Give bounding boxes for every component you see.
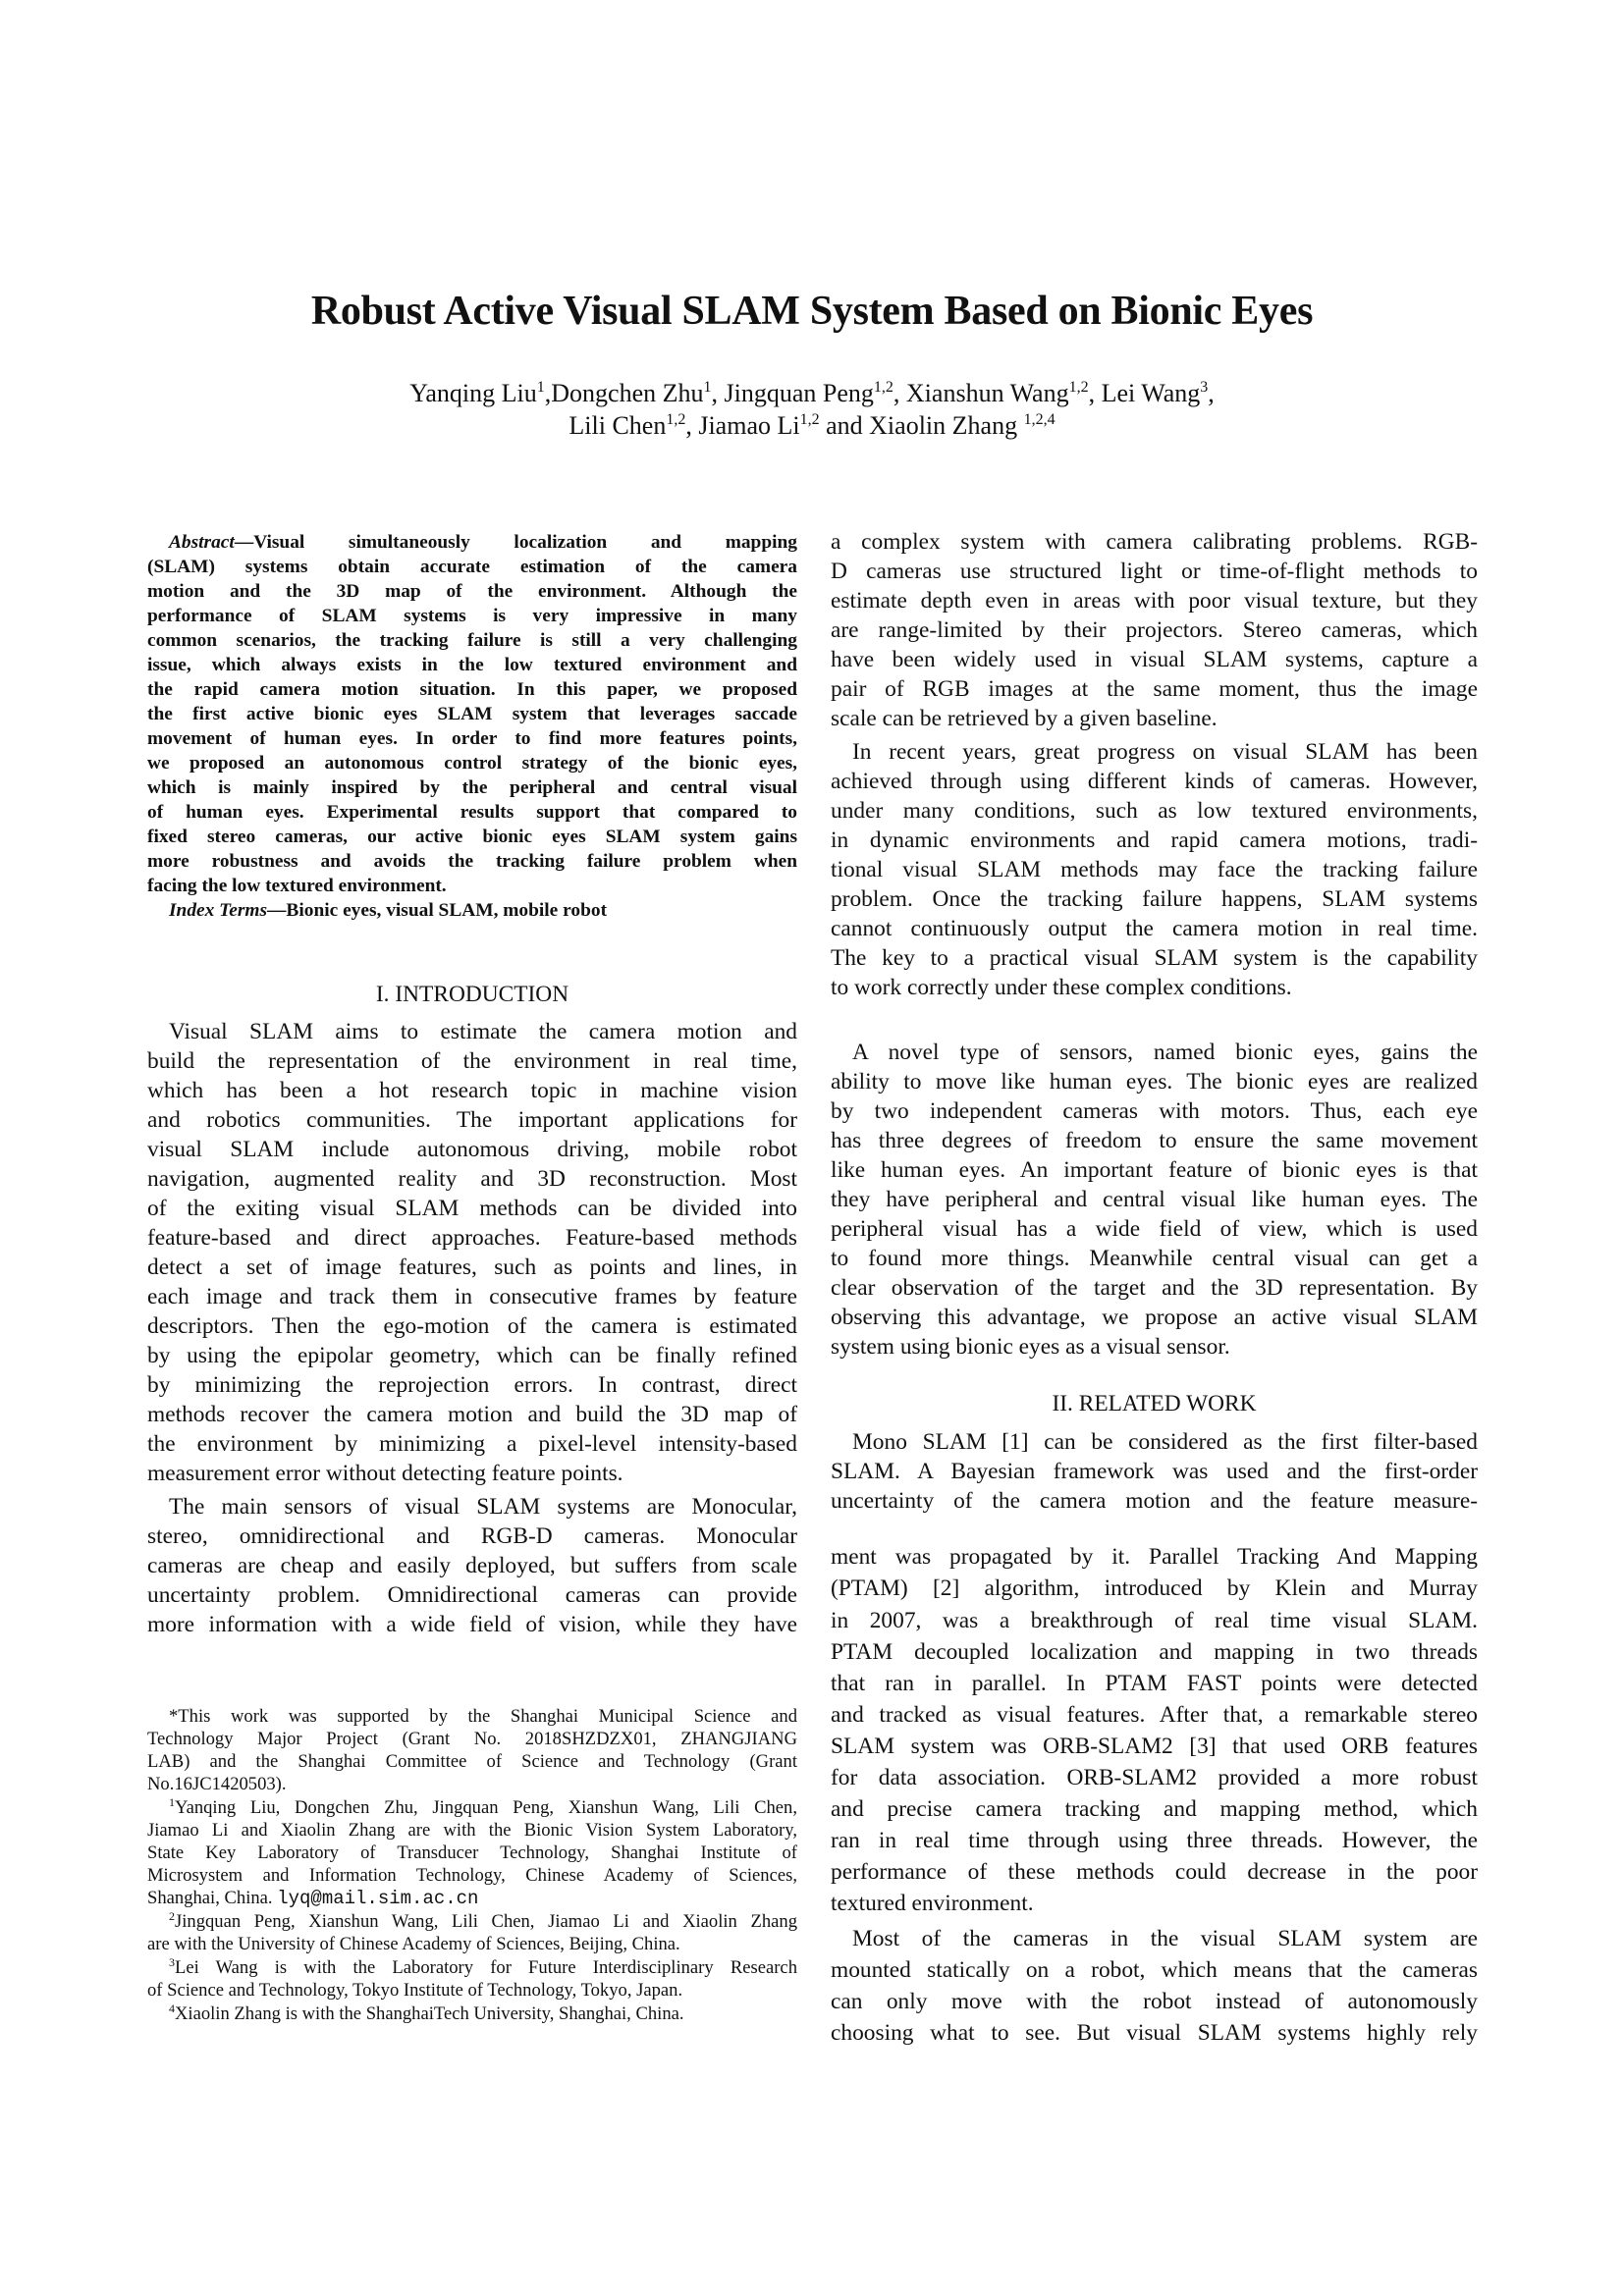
- body-line: tional visual SLAM methods may face the tracking failure: [831, 857, 1478, 882]
- body-line: estimate depth even in areas with poor visual texture, but they: [831, 588, 1478, 614]
- body-line: textured environment.: [831, 1891, 1034, 1916]
- paper-title: Robust Active Visual SLAM System Based on Bionic Eyes: [310, 289, 1314, 334]
- footnote-marker: 2: [169, 1909, 175, 1923]
- body-line: measurement error without detecting feature points.: [147, 1461, 623, 1486]
- abstract-line: issue, which always exists in the low textured environment and: [147, 655, 797, 675]
- author-affiliation-sup: 1,2: [666, 411, 686, 428]
- author-affiliation-sup: 1,2: [799, 411, 820, 428]
- body-line: detect a set of image features, such as points and lines, in: [147, 1255, 797, 1280]
- body-line: to work correctly under these complex conditions.: [831, 975, 1292, 1000]
- author-separator: ,: [893, 379, 906, 407]
- abstract-text: Visual simultaneously localization and mapping: [253, 532, 797, 553]
- body-line: achieved through using different kinds of cameras. However,: [831, 769, 1478, 794]
- body-line: SLAM system was ORB-SLAM2 [3] that used ORB features: [831, 1734, 1478, 1759]
- body-line: and precise camera tracking and mapping method, which: [831, 1796, 1478, 1822]
- author-line-2: [0, 409, 1624, 442]
- body-line: (PTAM) [2] algorithm, introduced by Klein and Murray: [831, 1575, 1478, 1601]
- body-line: and tracked as visual features. After that, a remarkable stereo: [831, 1702, 1478, 1728]
- body-line: The key to a practical visual SLAM system is the capability: [831, 945, 1478, 971]
- footnote-line: of Science and Technology, Tokyo Institute of Technology, Tokyo, Japan.: [147, 1980, 683, 2001]
- abstract-line: fixed stereo cameras, our active bionic eyes SLAM system gains: [147, 827, 797, 847]
- footnote-marker: 4: [169, 2002, 175, 2015]
- body-line: by two independent cameras with motors. Thus, each eye: [831, 1098, 1478, 1124]
- body-line: observing this advantage, we propose an active visual SLAM: [831, 1305, 1478, 1330]
- body-line: peripheral visual has a wide field of view, which is used: [831, 1216, 1478, 1242]
- author-name: Lei Wang: [1101, 379, 1201, 407]
- footnote-text: Yanqing Liu, Dongchen Zhu, Jingquan Peng, Xianshun Wang, Lili Chen,: [175, 1797, 797, 1818]
- body-line: ment was propagated by it. Parallel Tracking And Mapping: [831, 1544, 1478, 1570]
- footnote-line: No.16JC1420503).: [147, 1774, 287, 1794]
- body-line: Most of the cameras in the visual SLAM system are: [852, 1926, 1478, 1951]
- body-line: clear observation of the target and the 3D representation. By: [831, 1275, 1478, 1301]
- body-line: they have peripheral and central visual like human eyes. The: [831, 1187, 1478, 1212]
- body-line: a complex system with camera calibrating problems. RGB-: [831, 529, 1478, 555]
- footnote-line: LAB) and the Shanghai Committee of Science and Technology (Grant: [147, 1751, 797, 1772]
- footnote-line: Technology Major Project (Grant No. 2018SHZDZX01, ZHANGJIANG: [147, 1729, 797, 1749]
- footnote-line: [147, 2002, 797, 2026]
- body-line: system using bionic eyes as a visual sensor.: [831, 1334, 1230, 1360]
- body-line: D cameras use structured light or time-of-flight methods to: [831, 559, 1478, 584]
- abstract-line: which is mainly inspired by the peripheral and central visual: [147, 777, 797, 798]
- body-line: by minimizing the reprojection errors. In contrast, direct: [147, 1372, 797, 1398]
- abstract-line: facing the low textured environment.: [147, 876, 447, 896]
- index-terms-dash: —: [267, 900, 287, 921]
- footnote-text: Jingquan Peng, Xianshun Wang, Lili Chen, Jiamao Li and Xiaolin Zhang: [175, 1911, 797, 1932]
- author-separator: ,: [711, 379, 725, 407]
- abstract-line: of human eyes. Experimental results support that compared to: [147, 802, 797, 823]
- author-line-1: [0, 377, 1624, 409]
- footnote-line: [147, 1796, 797, 1820]
- body-line: which has been a hot research topic in machine vision: [147, 1078, 797, 1103]
- footnote-line: *This work was supported by the Shanghai Municipal Science and: [169, 1706, 797, 1727]
- footnote-line: [147, 1887, 797, 1911]
- body-line: in dynamic environments and rapid camera motions, tradi-: [831, 828, 1478, 853]
- body-line: pair of RGB images at the same moment, thus the image: [831, 676, 1478, 702]
- body-line: problem. Once the tracking failure happens, SLAM systems: [831, 886, 1478, 912]
- body-line: scale can be retrieved by a given baseline.: [831, 706, 1218, 731]
- body-line: ability to move like human eyes. The bionic eyes are realized: [831, 1069, 1478, 1095]
- author-affiliation-sup: 3: [1200, 379, 1209, 396]
- footnote-text: Shanghai, China.: [147, 1888, 278, 1908]
- body-line: visual SLAM include autonomous driving, mobile robot: [147, 1137, 797, 1162]
- body-line: uncertainty of the camera motion and the feature measure-: [831, 1488, 1478, 1514]
- index-terms-label: Index Terms: [169, 900, 268, 921]
- body-line: has three degrees of freedom to ensure the same movement: [831, 1128, 1478, 1153]
- body-line: methods recover the camera motion and build the 3D map of: [147, 1402, 797, 1427]
- body-line: mounted statically on a robot, which means that the cameras: [831, 1957, 1478, 1983]
- body-line: choosing what to see. But visual SLAM systems highly rely: [831, 2020, 1478, 2046]
- author-name: Xiaolin Zhang: [869, 411, 1024, 440]
- body-line: Mono SLAM [1] can be considered as the first filter-based: [852, 1429, 1478, 1455]
- author-affiliation-sup: 1,2: [1068, 379, 1089, 396]
- footnote-marker: 1: [169, 1795, 175, 1809]
- body-line: build the representation of the environment in real time,: [147, 1048, 797, 1074]
- body-line: A novel type of sensors, named bionic eyes, gains the: [852, 1040, 1478, 1065]
- abstract-line: performance of SLAM systems is very impressive in many: [147, 606, 797, 626]
- author-separator: ,: [1208, 379, 1215, 407]
- body-line: navigation, augmented reality and 3D reconstruction. Most: [147, 1166, 797, 1192]
- author-affiliation-sup: 1,2,4: [1023, 411, 1056, 428]
- author-separator: ,: [1088, 379, 1102, 407]
- abstract-line: motion and the 3D map of the environment. Although the: [147, 581, 797, 602]
- footnote-marker: 3: [169, 1955, 175, 1969]
- author-separator: ,: [685, 411, 699, 440]
- abstract-line: [147, 530, 797, 555]
- body-line: Visual SLAM aims to estimate the camera motion and: [169, 1019, 797, 1044]
- body-line: SLAM. A Bayesian framework was used and the first-order: [831, 1459, 1478, 1484]
- index-terms-text: Bionic eyes, visual SLAM, mobile robot: [286, 900, 608, 921]
- email-link[interactable]: lyq@mail.sim.ac.cn: [277, 1888, 479, 1909]
- body-line: can only move with the robot instead of autonomously: [831, 1989, 1478, 2014]
- body-line: of the exiting visual SLAM methods can be divided into: [147, 1196, 797, 1221]
- body-line: descriptors. Then the ego-motion of the camera is estimated: [147, 1313, 797, 1339]
- author-name: Jingquan Peng: [724, 379, 874, 407]
- abstract-line: movement of human eyes. In order to find more features points,: [147, 728, 797, 749]
- body-line: PTAM decoupled localization and mapping in two threads: [831, 1639, 1478, 1665]
- body-line: in 2007, was a breakthrough of real time visual SLAM.: [831, 1608, 1478, 1633]
- index-terms: [147, 898, 797, 923]
- author-name: Xianshun Wang: [905, 379, 1069, 407]
- author-name: Jiamao Li: [698, 411, 800, 440]
- section-heading-introduction: I. INTRODUCTION: [375, 982, 569, 1007]
- footnote-text: Lei Wang is with the Laboratory for Future Interdisciplinary Research: [175, 1957, 797, 1978]
- abstract-line: we proposed an autonomous control strategy of the bionic eyes,: [147, 753, 797, 774]
- body-line: stereo, omnidirectional and RGB-D cameras. Monocular: [147, 1523, 797, 1549]
- author-name: Yanqing Liu: [409, 379, 537, 407]
- body-line: and robotics communities. The important applications for: [147, 1107, 797, 1133]
- abstract-label: Abstract: [169, 532, 235, 553]
- body-line: to found more things. Meanwhile central visual can get a: [831, 1246, 1478, 1271]
- author-name: Dongchen Zhu: [551, 379, 704, 407]
- author-affiliation-sup: 1: [703, 379, 712, 396]
- body-line: The main sensors of visual SLAM systems are Monocular,: [169, 1494, 797, 1520]
- body-line: performance of these methods could decrease in the poor: [831, 1859, 1478, 1885]
- body-line: each image and track them in consecutive frames by feature: [147, 1284, 797, 1309]
- abstract-line: the first active bionic eyes SLAM system that leverages saccade: [147, 704, 797, 724]
- footnote-line: Microsystem and Information Technology, Chinese Academy of Sciences,: [147, 1865, 797, 1886]
- footnote-line: [147, 1910, 797, 1934]
- footnote-line: State Key Laboratory of Transducer Technology, Shanghai Institute of: [147, 1842, 797, 1863]
- abstract-line: (SLAM) systems obtain accurate estimation of the camera: [147, 557, 797, 577]
- body-line: like human eyes. An important feature of bionic eyes is that: [831, 1157, 1478, 1183]
- body-line: cannot continuously output the camera motion in real time.: [831, 916, 1478, 941]
- body-line: are range-limited by their projectors. Stereo cameras, which: [831, 617, 1478, 643]
- body-line: ran in real time through using three threads. However, the: [831, 1828, 1478, 1853]
- body-line: for data association. ORB-SLAM2 provided a more robust: [831, 1765, 1478, 1790]
- footnote-text: Xiaolin Zhang is with the ShanghaiTech University, Shanghai, China.: [175, 2003, 684, 2024]
- abstract-line: common scenarios, the tracking failure is still a very challenging: [147, 630, 797, 651]
- abstract-line: more robustness and avoids the tracking failure problem when: [147, 851, 797, 872]
- author-separator: and: [819, 411, 870, 440]
- author-list: [0, 377, 1624, 442]
- body-line: uncertainty problem. Omnidirectional cameras can provide: [147, 1582, 797, 1608]
- body-line: under many conditions, such as low textured environments,: [831, 798, 1478, 824]
- abstract-dash: —: [234, 532, 254, 553]
- author-separator: ,: [544, 379, 552, 407]
- author-affiliation-sup: 1: [536, 379, 545, 396]
- footnote-line: Jiamao Li and Xiaolin Zhang are with the Bionic Vision System Laboratory,: [147, 1820, 797, 1841]
- body-line: more information with a wide field of vision, while they have: [147, 1612, 797, 1637]
- abstract-line: the rapid camera motion situation. In this paper, we proposed: [147, 679, 797, 700]
- footnote-line: [147, 1956, 797, 1980]
- body-line: by using the epipolar geometry, which can be finally refined: [147, 1343, 797, 1368]
- author-name: Lili Chen: [568, 411, 667, 440]
- body-line: that ran in parallel. In PTAM FAST points were detected: [831, 1671, 1478, 1696]
- body-line: feature-based and direct approaches. Feature-based methods: [147, 1225, 797, 1251]
- footnote-line: are with the University of Chinese Academy of Sciences, Beijing, China.: [147, 1934, 680, 1954]
- body-line: In recent years, great progress on visual SLAM has been: [852, 739, 1478, 765]
- body-line: the environment by minimizing a pixel-level intensity-based: [147, 1431, 797, 1457]
- section-heading-related-work: II. RELATED WORK: [1052, 1391, 1257, 1416]
- body-line: cameras are cheap and easily deployed, but suffers from scale: [147, 1553, 797, 1578]
- body-line: have been widely used in visual SLAM systems, capture a: [831, 647, 1478, 672]
- author-affiliation-sup: 1,2: [873, 379, 893, 396]
